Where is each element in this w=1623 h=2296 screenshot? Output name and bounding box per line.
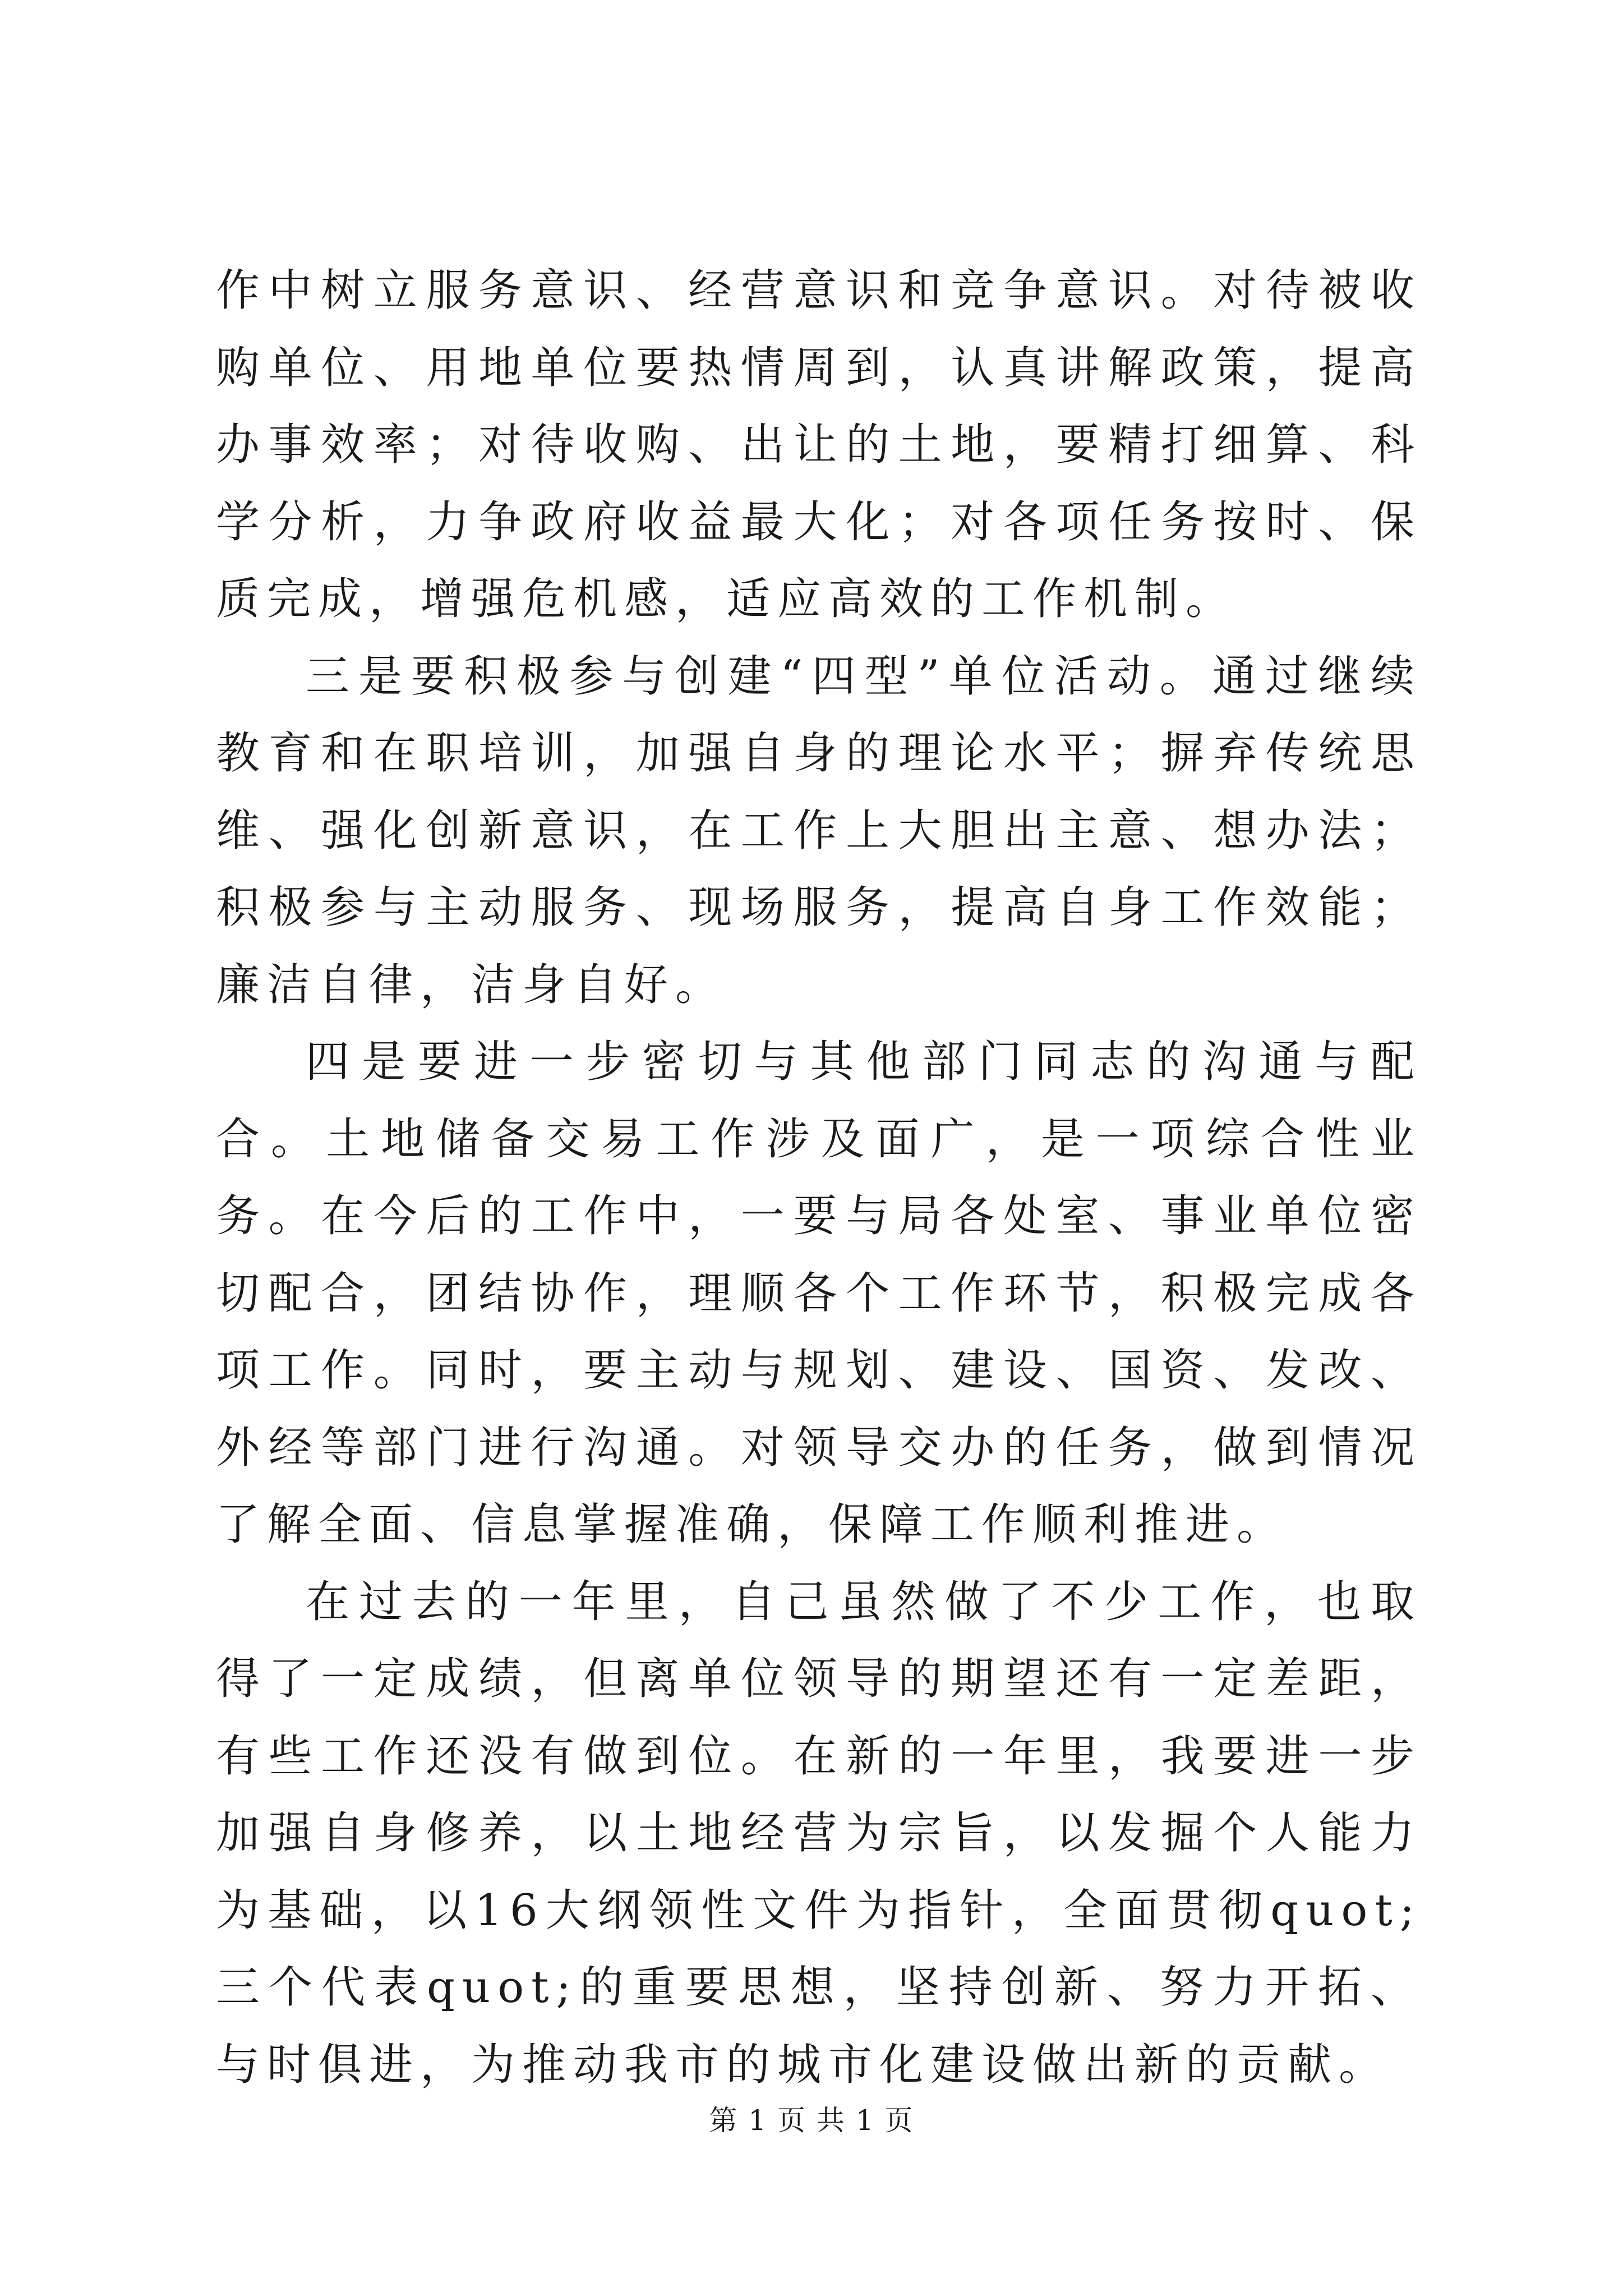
paragraph-4: 在过去的一年里，自己虽然做了不少工作，也取得了一定成绩，但离单位领导的期望还有一定差距，有些工作还没有做到位。在新的一年里，我要进一步加强自身修养，以土地经营为宗旨，以发掘个人能力为基础，以16大纲领性文件为指针，全面贯彻quot;三个代表quot;的重要思想，坚持创新、努力开拓、与时俱进，为推动我市的城市化建设做出新的贡献。	[216, 1576, 1422, 2090]
paragraph-3: 四是要进一步密切与其他部门同志的沟通与配合。土地储备交易工作涉及面广，是一项综合性业务。在今后的工作中，一要与局各处室、事业单位密切配合，团结协作，理顺各个工作环节，积极完成各项工作。同时，要主动与规划、建设、国资、发改、外经等部门进行沟通。对领导交办的任务，做到情况了解全面、信息掌握准确，保障工作顺利推进。	[216, 1037, 1422, 1550]
paragraph-1: 作中树立服务意识、经营意识和竞争意识。对待被收购单位、用地单位要热情周到，认真讲解政策，提高办事效率；对待收购、出让的土地，要精打细算、科学分析，力争政府收益最大化；对各项任务按时、保质完成，增强危机感，适应高效的工作机制。	[216, 265, 1422, 624]
page-number-footer: 第 1 页 共 1 页	[709, 2104, 914, 2137]
document-body	[216, 252, 1422, 2104]
paragraph-2: 三是要积极参与创建“四型”单位活动。通过继续教育和在职培训，加强自身的理论水平；摒弃传统思维、强化创新意识，在工作上大胆出主意、想办法；积极参与主动服务、现场服务，提高自身工作效能；廉洁自律，洁身自好。	[216, 651, 1422, 1010]
